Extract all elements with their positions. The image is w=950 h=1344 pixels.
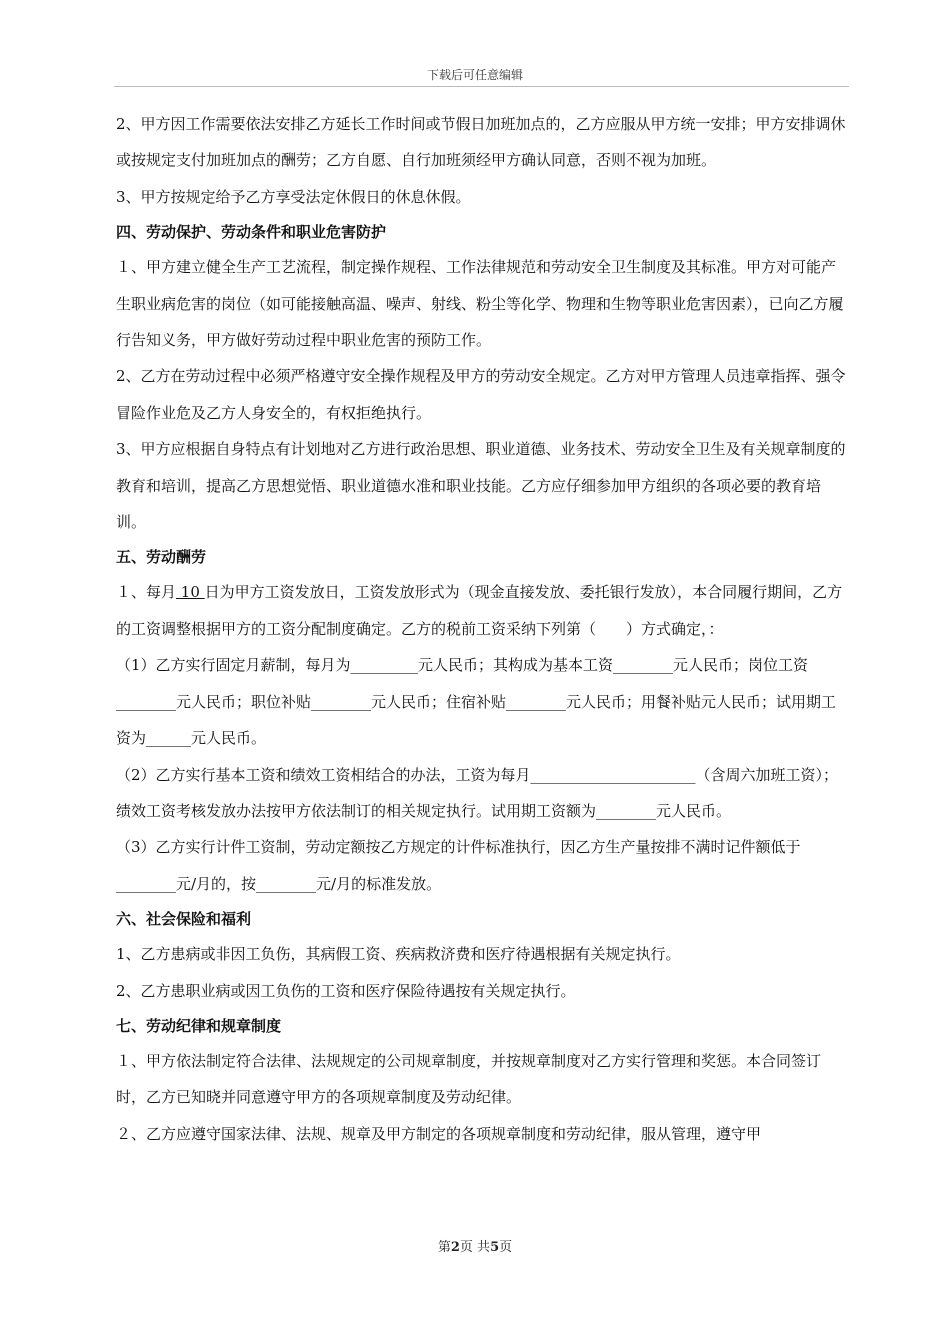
page-suffix: 页 [499, 1240, 513, 1255]
page-header-note: 下载后可任意编辑 [426, 68, 523, 82]
document-body [116, 106, 849, 1152]
payday-text-b: 日为甲方工资发放日，工资发放形式为（现金直接发放、委托银行发放），本合同履行期间，乙方的工资调整根据甲方的工资分配制度确定。乙方的税前工资采纳下列第（ ）方式确定，： [116, 583, 843, 638]
current-page: 2 [450, 1240, 460, 1255]
paragraph-safety-procedures: １、甲方建立健全生产工艺流程，制定操作规程、工作法律规范和劳动安全卫生制度及其标准。甲方对可能产生职业病危害的岗位（如可能接触高温、噪声、射线、粉尘等化学、物理和生物等职业危害因素），已向乙方履行告知义务，甲方做好劳动过程中职业危害的预防工作。 [116, 258, 844, 350]
paragraph-occupational-disease: 2、乙方患职业病或因工负伤的工资和医疗保险待遇按有关规定执行。 [116, 981, 576, 1000]
paragraph-safety-rules: 2、乙方在劳动过程中必须严格遵守安全操作规程及甲方的劳动安全规定。乙方对甲方管理人员违章指挥、强令冒险作业危及乙方人身安全的，有权拒绝执行。 [116, 367, 846, 422]
paragraph-piecework: （3）乙方实行计件工资制，劳动定额按乙方规定的计件标准执行，因乙方生产量按排不满时记件额低于________元/月的，按________元/月的标准发放。 [116, 838, 801, 893]
paragraph-performance-salary: （2）乙方实行基本工资和绩效工资相结合的办法，工资为每月______________________（含周六加班工资）；绩效工资考核发放办法按甲方依法制订的相关规定执行。试用期工资额为________元人民币。 [116, 765, 839, 820]
paragraph-overtime: 2、甲方因工作需要依法安排乙方延长工作时间或节假日加班加点的，乙方应服从甲方统一安排；甲方安排调休或按规定支付加班加点的酬劳；乙方自愿、自行加班须经甲方确认同意，否则不视为加班。 [116, 115, 846, 170]
page-middle: 页 共 [459, 1240, 491, 1255]
section-heading-remuneration: 五、劳动酬劳 [116, 548, 207, 567]
paragraph-sick-leave: 1、乙方患病或非因工负伤，其病假工资、疾病救济费和医疗待遇根据有关规定执行。 [116, 945, 681, 964]
paragraph-company-rules: １、甲方依法制定符合法律、法规规定的公司规章制度，并按规章制度对乙方实行管理和奖惩。本合同签订时，乙方已知晓并同意遵守甲方的各项规章制度及劳动纪律。 [116, 1051, 822, 1107]
total-pages: 5 [490, 1240, 500, 1255]
section-heading-discipline: 七、劳动纪律和规章制度 [116, 1016, 282, 1035]
paragraph-fixed-salary: （1）乙方实行固定月薪制，每月为_________元人民币；其构成为基本工资________元人民币；岗位工资________元人民币；职位补贴________元人民币；住宿补贴________元人民币；用餐补贴元人民币；试用期工资为______元人民币。 [116, 656, 837, 748]
payday-text-a: １、每月 [116, 583, 177, 602]
header-divider [114, 86, 849, 87]
page-number [0, 1236, 950, 1255]
paragraph-training: 3、甲方应根据自身特点有计划地对乙方进行政治思想、职业道德、业务技术、劳动安全卫生及有关规章制度的教育和培训，提高乙方思想觉悟、职业道德水准和职业技能。乙方应仔细参加甲方组织的各项必要的教育培训。 [116, 440, 846, 532]
section-heading-labor-protection: 四、劳动保护、劳动条件和职业危害防护 [116, 223, 387, 242]
paragraph-payday [116, 574, 849, 647]
section-heading-insurance: 六、社会保险和福利 [116, 910, 252, 929]
paragraph-holiday: 3、甲方按规定给予乙方享受法定休假日的休息休假。 [116, 187, 471, 206]
payday-fill: 10 [176, 583, 205, 602]
page-prefix: 第 [437, 1240, 451, 1255]
paragraph-obey-rules: ２、乙方应遵守国家法律、法规、规章及甲方制定的各项规章制度和劳动纪律，服从管理，遵守甲 [116, 1124, 762, 1143]
